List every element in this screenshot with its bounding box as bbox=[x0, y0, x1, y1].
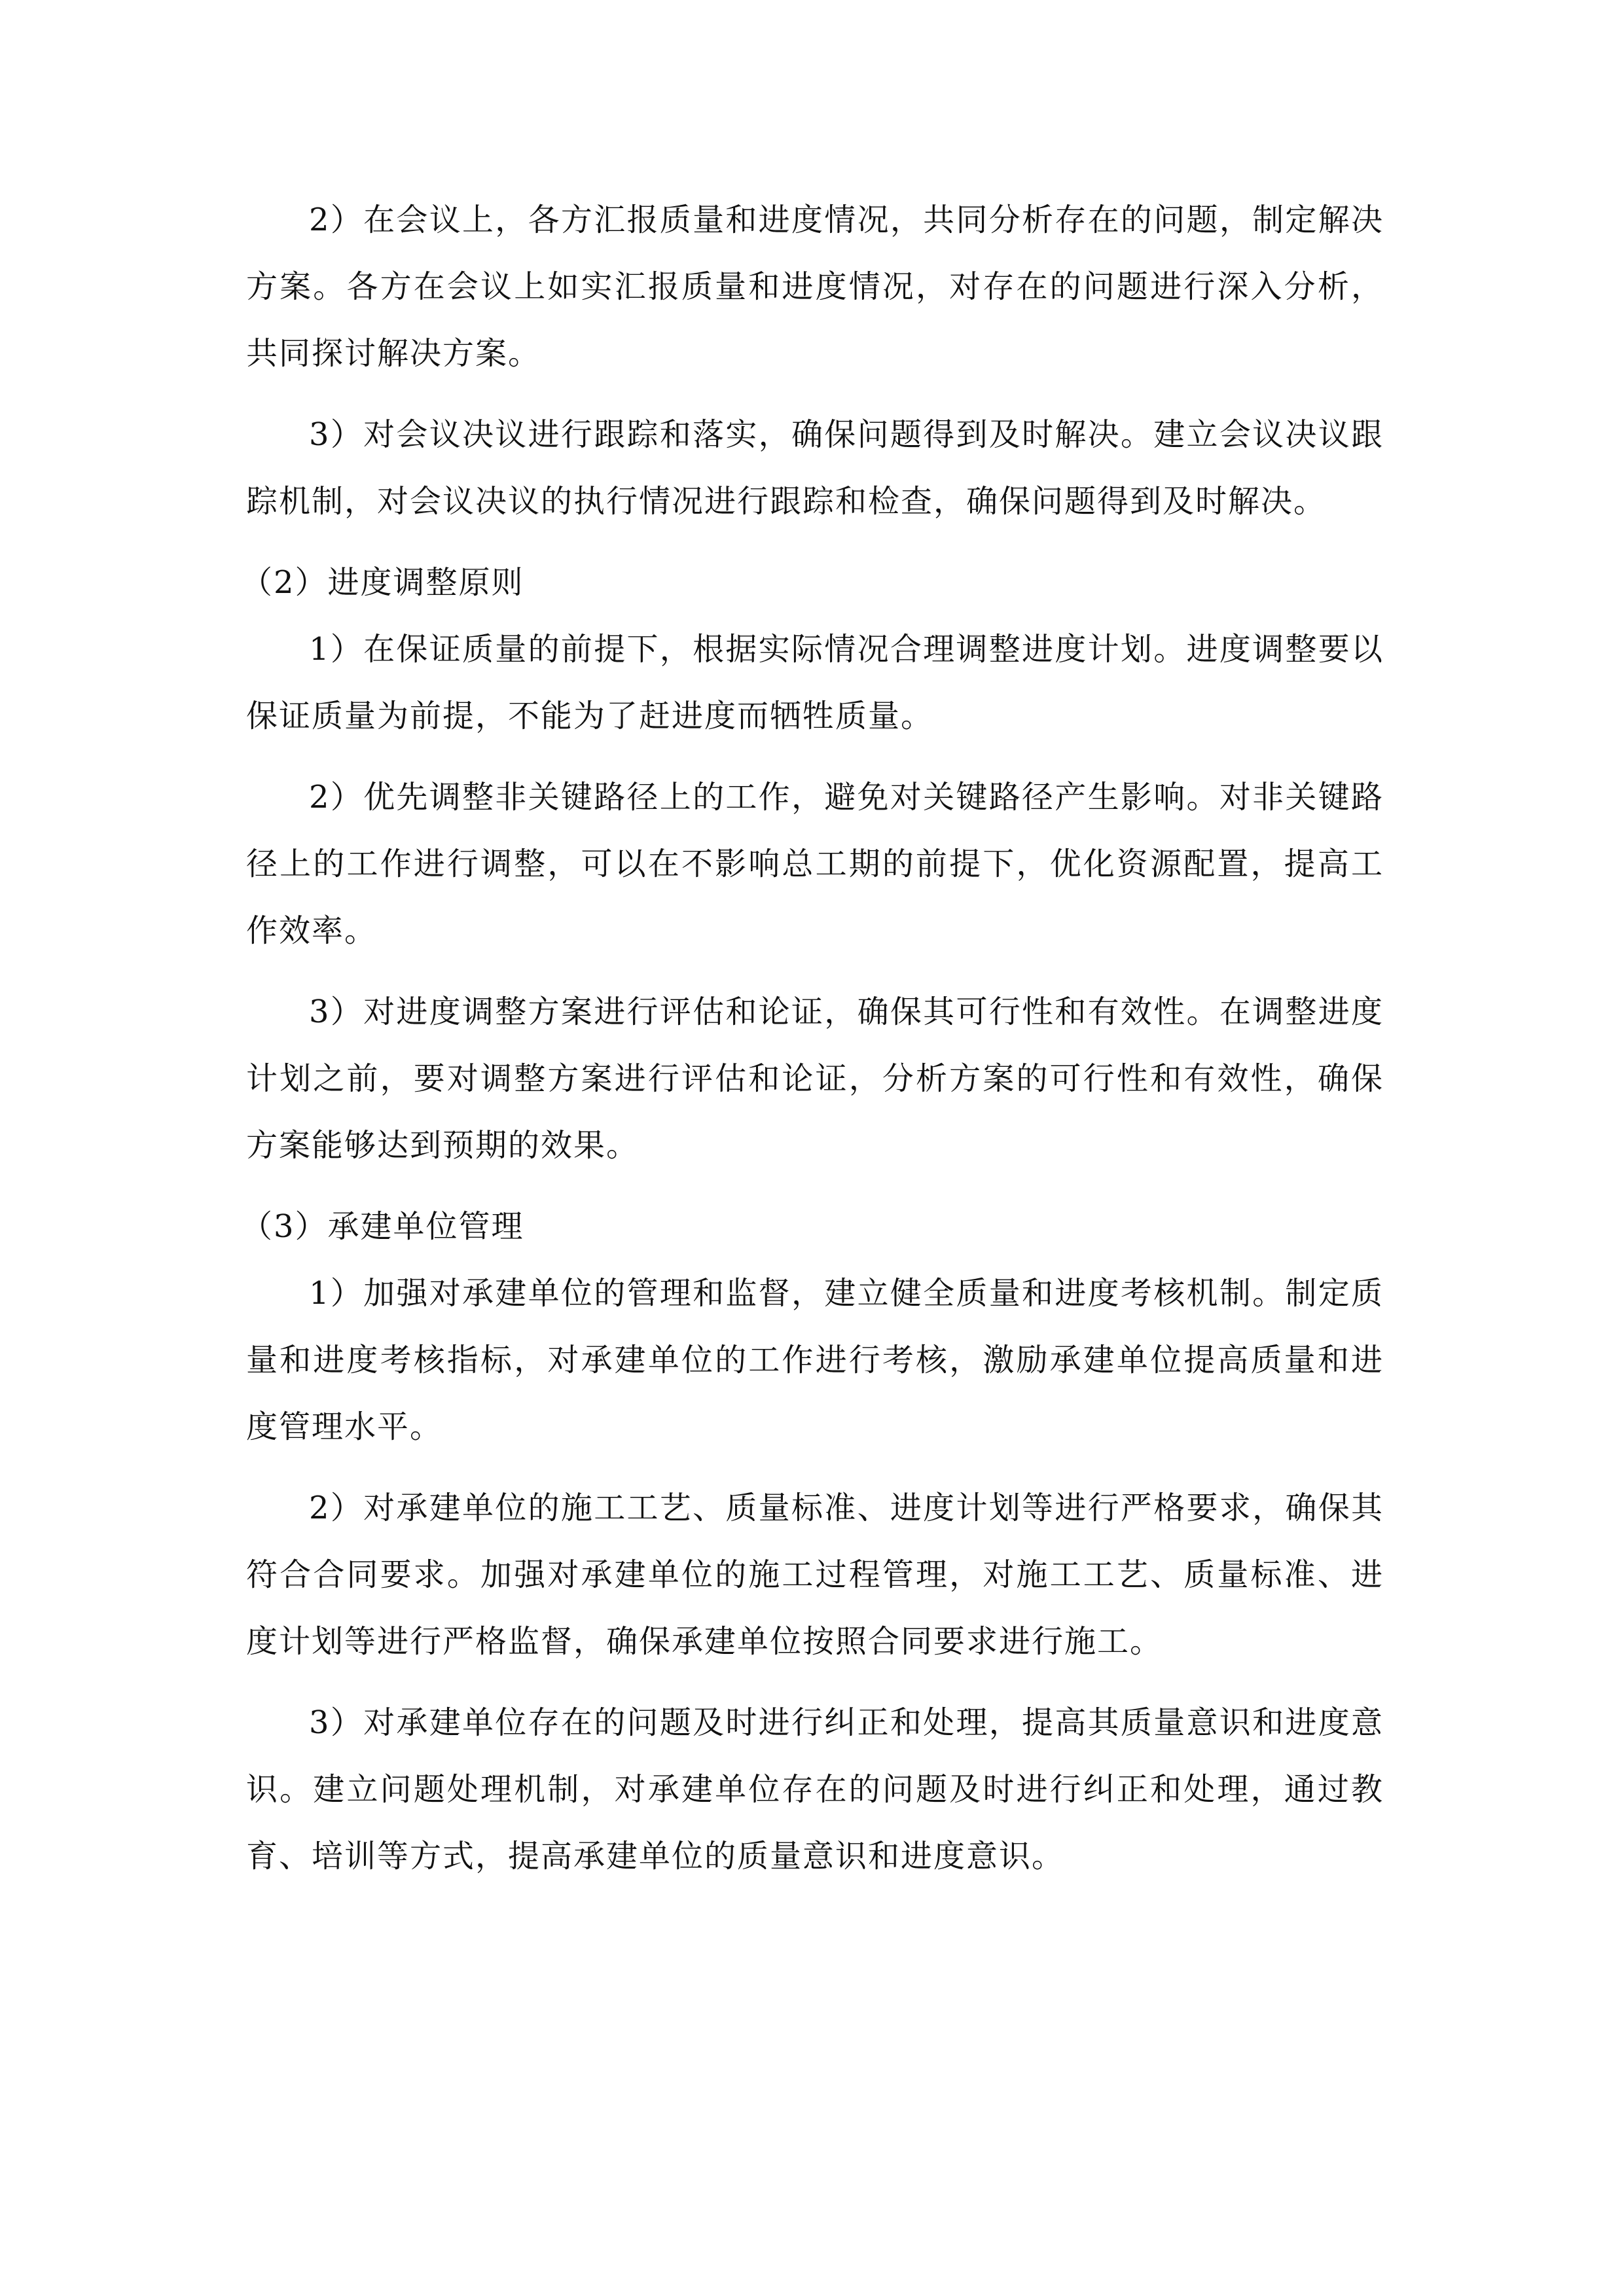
paragraph-3-meeting-followup: 3）对会议决议进行跟踪和落实，确保问题得到及时解决。建立会议决议跟踪机制，对会议决议的执行情况进行跟踪和检查，确保问题得到及时解决。 bbox=[246, 416, 1384, 520]
section-heading-progress-adjustment: （2）进度调整原则 bbox=[241, 564, 524, 601]
paragraph-3-problem-correction: 3）对承建单位存在的问题及时进行纠正和处理，提高其质量意识和进度意识。建立问题处理机制，对承建单位存在的问题及时进行纠正和处理，通过教育、培训等方式，提高承建单位的质量意识和进度意识。 bbox=[246, 1704, 1384, 1874]
paragraph-3-plan-evaluation: 3）对进度调整方案进行评估和论证，确保其可行性和有效性。在调整进度计划之前，要对调整方案进行评估和论证，分析方案的可行性和有效性，确保方案能够达到预期的效果。 bbox=[246, 994, 1384, 1164]
paragraph-2-non-critical-path: 2）优先调整非关键路径上的工作，避免对关键路径产生影响。对非关键路径上的工作进行调整，可以在不影响总工期的前提下，优化资源配置，提高工作效率。 bbox=[246, 779, 1384, 949]
document-body bbox=[241, 187, 1384, 1904]
paragraph-1-quality-premise: 1）在保证质量的前提下，根据实际情况合理调整进度计划。进度调整要以保证质量为前提，不能为了赶进度而牺牲质量。 bbox=[246, 631, 1384, 734]
section-heading-contractor-management: （3）承建单位管理 bbox=[241, 1208, 524, 1245]
paragraph-2-contractor-requirements: 2）对承建单位的施工工艺、质量标准、进度计划等进行严格要求，确保其符合合同要求。加强对承建单位的施工过程管理，对施工工艺、质量标准、进度计划等进行严格监督，确保承建单位按照合同要求进行施工。 bbox=[246, 1490, 1384, 1660]
paragraph-1-contractor-supervision: 1）加强对承建单位的管理和监督，建立健全质量和进度考核机制。制定质量和进度考核指标，对承建单位的工作进行考核，激励承建单位提高质量和进度管理水平。 bbox=[246, 1275, 1384, 1445]
paragraph-2-meeting-report: 2）在会议上，各方汇报质量和进度情况，共同分析存在的问题，制定解决方案。各方在会议上如实汇报质量和进度情况，对存在的问题进行深入分析，共同探讨解决方案。 bbox=[246, 202, 1384, 372]
